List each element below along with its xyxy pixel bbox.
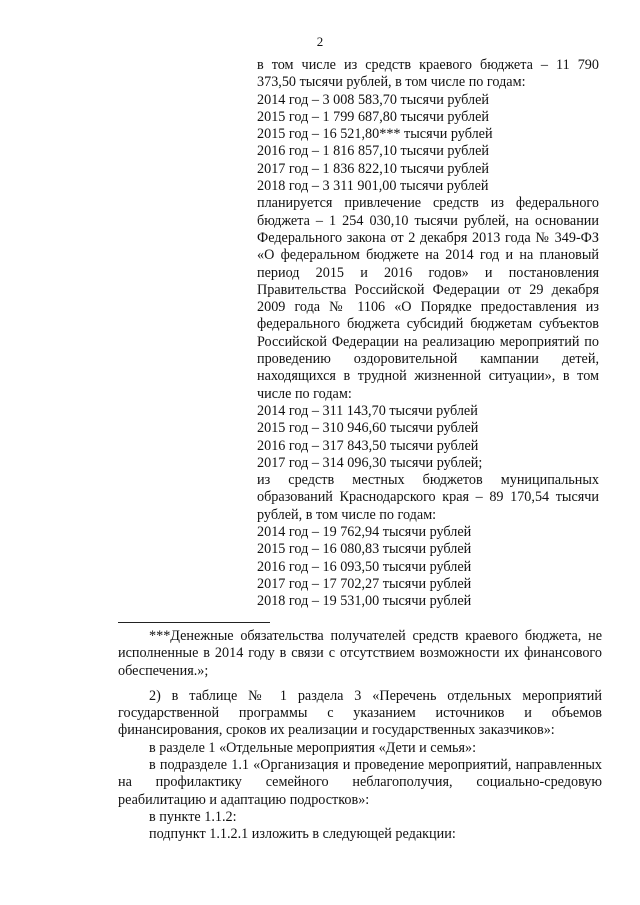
local-year-line: 2016 год – 16 093,50 тысячи рублей (257, 558, 472, 575)
federal-years-list (257, 403, 599, 472)
krai-years-list (257, 92, 599, 196)
local-budget-paragraph: из средств местных бюджетов муниципальных образований Краснодарского края – 89 170,54 тысячи рублей, в том числе по годам: (257, 472, 599, 523)
subsection-1-1-paragraph: в подразделе 1.1 «Организация и проведение мероприятий, направленных на профилактику семейного неблагополучия, социально-средовую реабилитацию и адаптацию подростков»: (118, 757, 602, 808)
krai-budget-intro: в том числе из средств краевого бюджета – 11 790 373,50 тысячи рублей, в том числе по годам: (257, 57, 599, 91)
federal-year-line: 2014 год – 311 143,70 тысячи рублей (257, 402, 478, 419)
krai-year-line: 2018 год – 3 311 901,00 тысячи рублей (257, 178, 489, 195)
krai-year-line: 2014 год – 3 008 583,70 тысячи рублей (257, 91, 489, 108)
section-1-paragraph: в разделе 1 «Отдельные мероприятия «Дети и семья»: (149, 739, 477, 756)
local-year-line: 2018 год – 19 531,00 тысячи рублей (257, 593, 472, 610)
federal-budget-paragraph: планируется привлечение средств из федерального бюджета – 1 254 030,10 тысячи рублей, на основании Федерального закона от 2 декабря 2013 года № 349-ФЗ «О федеральном бюджете на 2014 год и на плановый период 2015 и 2016 годов» и постановления Правительства Российской Федерации от 29 декабря 2009 года № 1106 «О Порядке предоставления из федерального бюджета субсидий бюджетам субъектов Российской Федерации на реализацию мероприятий по проведению оздоровительной кампании детей, находящихся в трудной жизненной ситуации», в том числе по годам: (257, 195, 599, 402)
federal-year-line: 2017 год – 314 096,30 тысячи рублей; (257, 454, 483, 471)
page-number: 2 (316, 34, 324, 49)
funding-column (257, 57, 599, 611)
local-year-line: 2015 год – 16 080,83 тысячи рублей (257, 541, 472, 558)
item-2-paragraph: 2) в таблице № 1 раздела 3 «Перечень отдельных мероприятий государственной программы с указанием источников и объемов финансирования, сроков их реализации и государственных заказчиков»: (118, 687, 602, 739)
krai-year-line: 2017 год – 1 836 822,10 тысячи рублей (257, 160, 489, 177)
point-1-1-2-paragraph: в пункте 1.1.2: (149, 808, 237, 825)
federal-year-line: 2015 год – 310 946,60 тысячи рублей (257, 420, 479, 437)
krai-year-line: 2015 год – 1 799 687,80 тысячи рублей (257, 108, 489, 125)
krai-year-line: 2015 год – 16 521,80*** тысячи рублей (257, 126, 493, 143)
local-year-line: 2017 год – 17 702,27 тысячи рублей (257, 575, 472, 592)
main-text (118, 628, 602, 844)
krai-year-line: 2016 год – 1 816 857,10 тысячи рублей (257, 143, 489, 160)
local-year-line: 2014 год – 19 762,94 тысячи рублей (257, 524, 472, 541)
local-years-list (257, 524, 599, 610)
footnote-text: ***Денежные обязательства получателей средств краевого бюджета, не исполненные в 2014 году в связи с отсутствием возможности их финансового обеспечения.»; (118, 628, 602, 679)
subpoint-1-1-2-1-paragraph: подпункт 1.1.2.1 изложить в следующей редакции: (149, 826, 456, 843)
footnote-divider (118, 622, 270, 623)
federal-year-line: 2016 год – 317 843,50 тысячи рублей (257, 437, 479, 454)
